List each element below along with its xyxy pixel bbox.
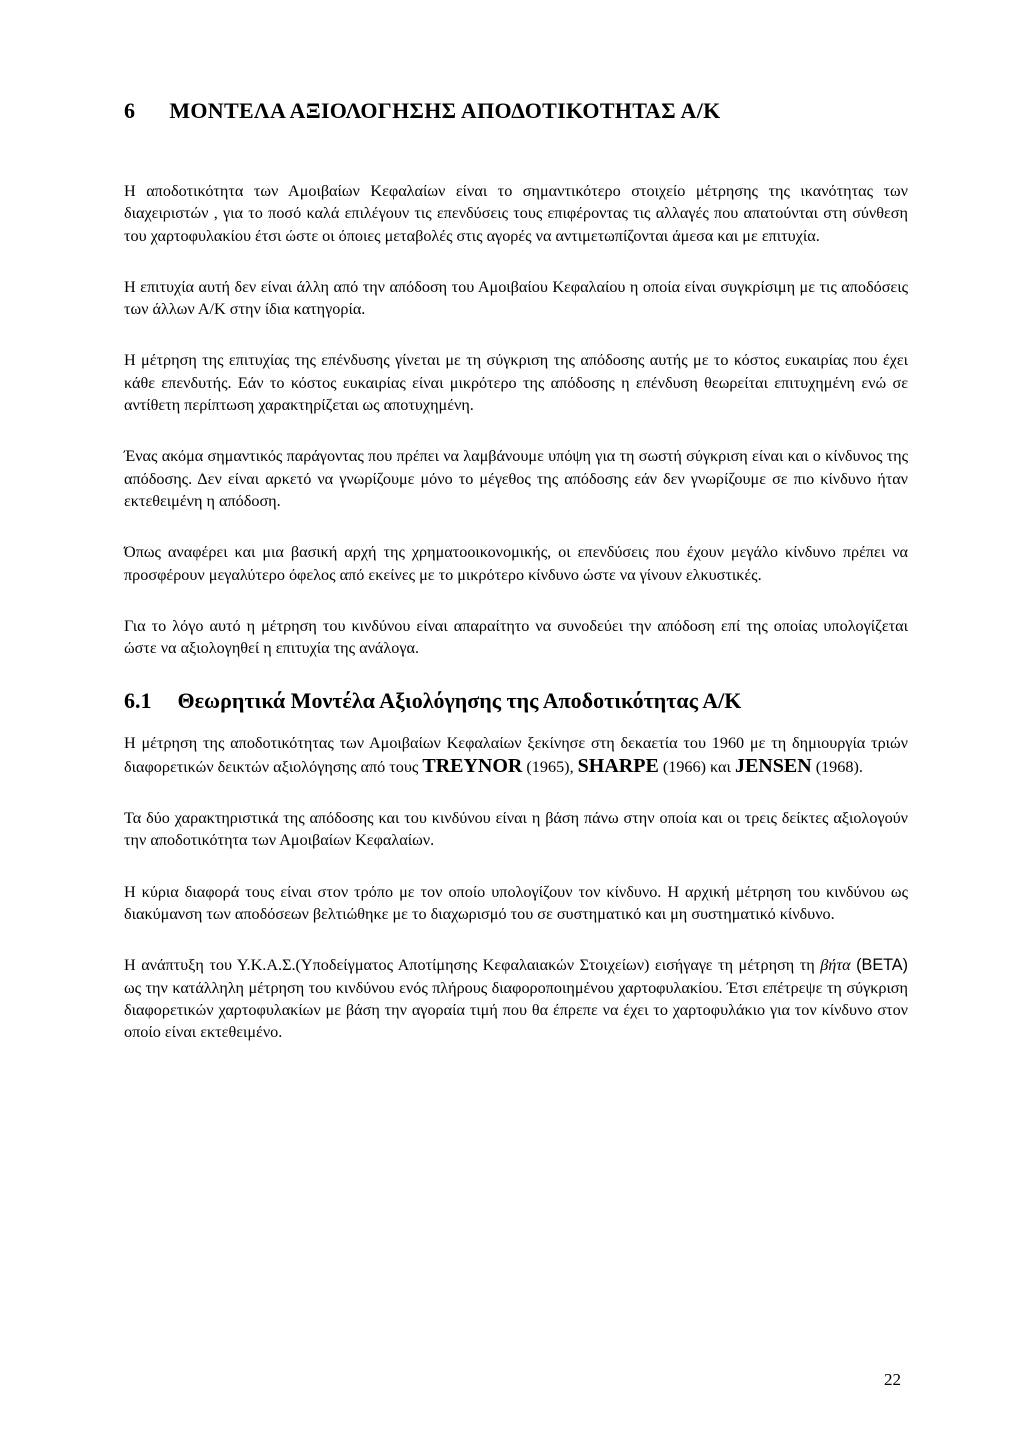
author-sharpe: SHARPE [577,754,659,777]
paragraph-beta [124,954,908,1043]
paragraph: Για το λόγο αυτό η μέτρηση του κινδύνου είναι απαραίτητο να συνοδεύει την απόδοση επί της οποίας υπολογίζεται ώστε να αξιολογηθεί η επιτυχία της ανάλογα. [124,616,908,658]
beta-term-latin: (BETA) [856,956,908,975]
year-jensen: (1968). [811,757,863,776]
paragraph-text: Η μέτρηση της αποδοτικότητας των Αμοιβαίων Κεφαλαίων ξεκίνησε στη δεκαετία του 1960 με τη δημιουργία τριών διαφορετικών δεικτών αξιολόγησης από τους [124,734,908,776]
chapter-title: ΜΟΝΤΕΛΑ ΑΞΙΟΛΟΓΗΣΗΣ ΑΠΟΔΟΤΙΚΟΤΗΤΑΣ Α/Κ [169,98,721,123]
chapter-number: 6 [124,98,136,123]
paragraph: Η επιτυχία αυτή δεν είναι άλλη από την απόδοση του Αμοιβαίου Κεφαλαίου η οποία είναι συγκρίσιμη με τις αποδόσεις των άλλων Α/Κ στην ίδια κατηγορία. [124,277,908,319]
section-title: Θεωρητικά Μοντέλα Αξιολόγησης της Αποδοτικότητας Α/Κ [177,688,742,714]
author-treynor: TREYNOR [422,754,523,777]
author-jensen: JENSEN [734,754,812,777]
paragraph: Τα δύο χαρακτηριστικά της απόδοσης και του κινδύνου είναι η βάση πάνω στην οποία και οι τρεις δείκτες αξιολογούν την αποδοτικότητα των Αμοιβαίων Κεφαλαίων. [124,809,908,850]
paragraph: Η μέτρηση της επιτυχίας της επένδυσης γίνεται με τη σύγκριση της απόδοσης αυτής με το κόστος ευκαιρίας που έχει κάθε επενδυτής. Εάν το κόστος ευκαιρίας είναι μικρότερο της απόδοσης η επένδυση θεωρείται επιτυχημένη ενώ σε αντίθετη περίπτωση χαρακτηρίζεται ως αποτυχημένη. [124,351,908,415]
page-number: 22 [884,1370,901,1389]
chapter-heading [124,98,908,124]
paragraph: Όπως αναφέρει και μια βασική αρχή της χρηματοοικονομικής, οι επενδύσεις που έχουν μεγάλο κίνδυνο πρέπει να προσφέρουν μεγαλύτερο όφελος από εκείνες με το μικρότερο κίνδυνο ώστε να γίνουν ελκυστικές. [124,543,908,584]
section-number: 6.1 [124,688,152,714]
year-sharpe: (1966) και [658,757,735,776]
paragraph-indices [124,732,908,778]
paragraph-text: Η ανάπτυξη του Υ.Κ.Α.Σ.(Υποδείγματος Αποτίμησης Κεφαλαιακών Στοιχείων) εισήγαγε τη μέτρηση τη [124,956,821,975]
section-heading [124,688,908,714]
paragraph: Ένας ακόμα σημαντικός παράγοντας που πρέπει να λαμβάνουμε υπόψη για τη σωστή σύγκριση είναι και ο κίνδυνος της απόδοσης. Δεν είναι αρκετό να γνωρίζουμε μόνο το μέγεθος της απόδοσης εάν δεν γνωρίζουμε σε πιο κίνδυνο ήταν εκτεθειμένη η απόδοση. [124,447,908,510]
year-treynor: (1965), [522,757,578,776]
document-page [124,98,908,1072]
paragraph-text: ως την κατάλληλη μέτρηση του κινδύνου ενός πλήρους διαφοροποιημένου χαρτοφυλακίου. Έτσι επέτρεψε τη σύγκριση διαφορετικών χαρτοφυλακίων με βάση την αγοραία τιμή που θα έπρεπε να έχει το χαρτοφυλάκιο για τον κίνδυνο στον οποίο είναι εκτεθειμένο. [124,978,908,1042]
paragraph: Η αποδοτικότητα των Αμοιβαίων Κεφαλαίων είναι το σημαντικότερο στοιχείο μέτρησης της ικανότητας των διαχειριστών , για το ποσό καλά επιλέγουν τις επενδύσεις τους επιφέροντας τις αλλαγές που απατούνται στη σύνθεση του χαρτοφυλακίου έτσι ώστε οι όποιες μεταβολές στις αγορές να αντιμετωπίζονται άμεσα και με επιτυχία. [124,182,908,245]
paragraph: Η κύρια διαφορά τους είναι στον τρόπο με τον οποίο υπολογίζουν τον κίνδυνο. Η αρχική μέτρηση του κινδύνου ως διακύμανση των αποδόσεων βελτιώθηκε με το διαχωρισμό του σε συστηματικό και μη συστηματικό κίνδυνο. [124,882,908,923]
beta-term-greek: βήτα [820,956,851,975]
